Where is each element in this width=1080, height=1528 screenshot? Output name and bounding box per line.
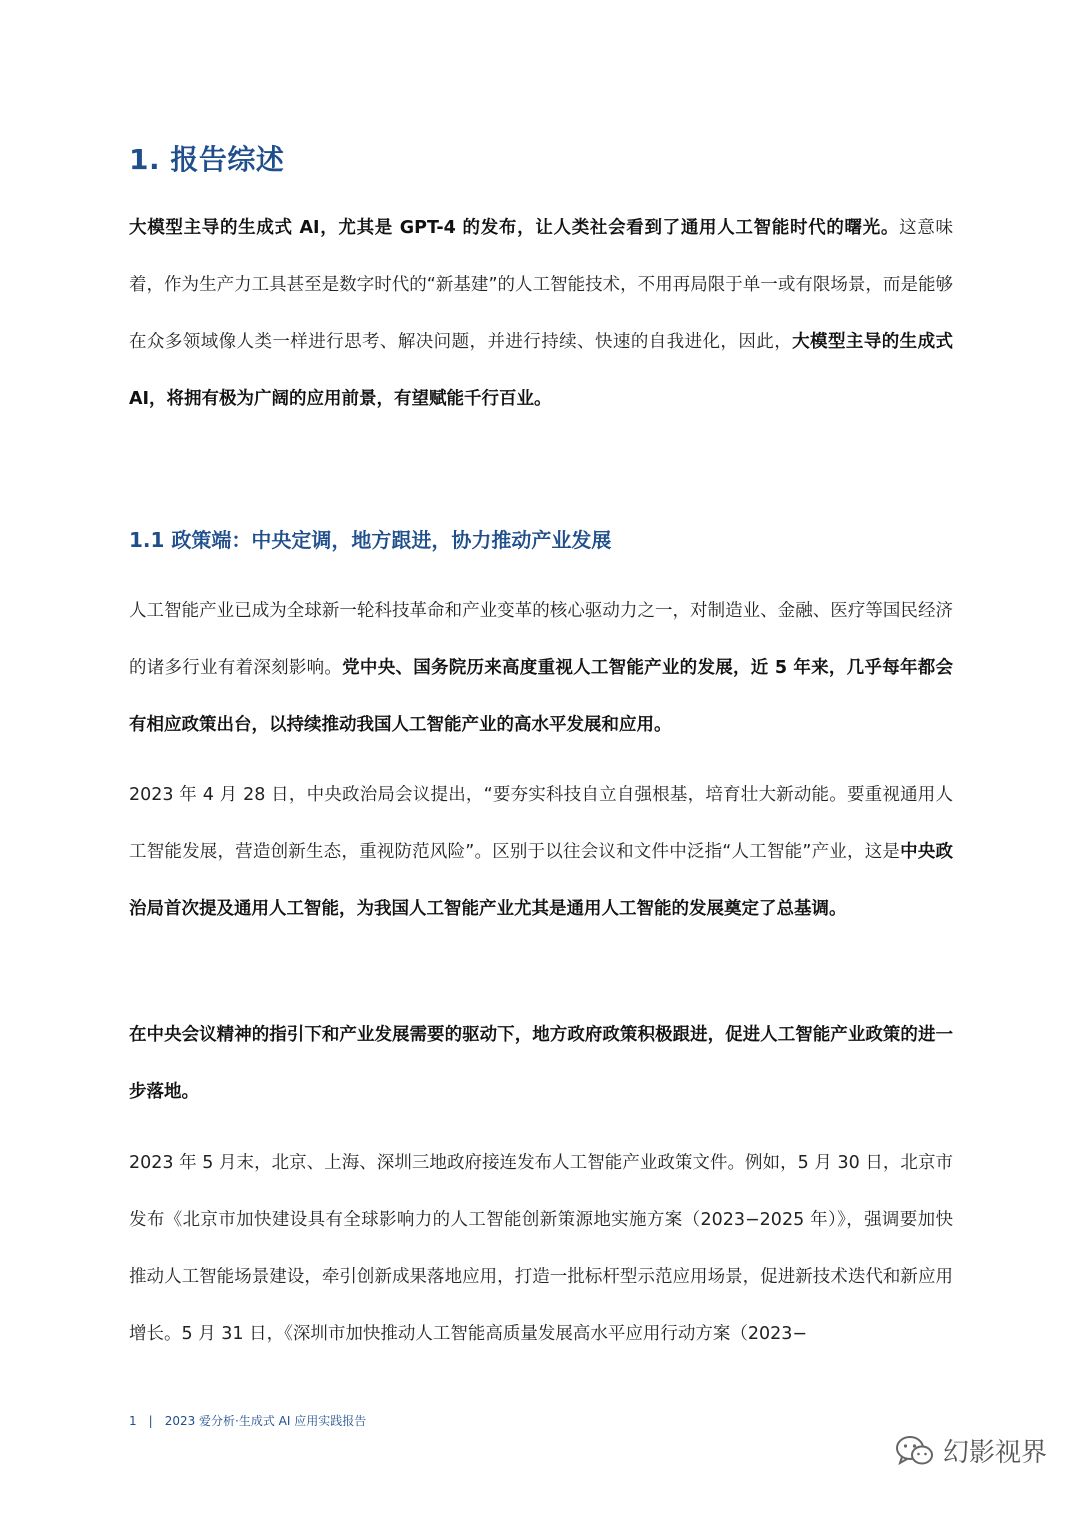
watermark — [895, 1432, 1047, 1469]
section-heading: 1.1 政策端：中央定调，地方跟进，协力推动产业发展 — [129, 528, 612, 552]
body-text: 人工智能产业已成为全球新一轮科技革命和产业变革的核心驱动力之一，对制造业、金融、医疗等国民经济的诸多行业有着深刻影响。 — [129, 601, 953, 678]
page-footer — [129, 1412, 366, 1429]
paragraph-local-policy — [129, 1007, 953, 1121]
footer-report-title: 2023 爱分析·生成式 AI 应用实践报告 — [164, 1414, 367, 1428]
body-text: 这意味着，作为生产力工具甚至是数字时代的“新基建”的人工智能技术，不用再局限于单一或有限场景，而是能够在众多领域像人类一样进行思考、解决问题，并进行持续、快速的自我进化，因此， — [129, 218, 954, 352]
footer-separator: | — [148, 1414, 153, 1428]
paragraph-city-policies — [129, 1135, 953, 1363]
watermark-text: 幻影视界 — [943, 1438, 1048, 1468]
bold-text: 党中央、国务院历来高度重视人工智能产业的发展，近 5 年来，几乎每年都会有相应政策出台，以持续推动我国人工智能产业的高水平发展和应用。 — [129, 658, 954, 735]
bold-text: 中央政治局首次提及通用人工智能，为我国人工智能产业尤其是通用人工智能的发展奠定了总基调。 — [129, 842, 954, 919]
bold-text: 大模型主导的生成式 AI，将拥有极为广阔的应用前景，有望赋能千行百业。 — [129, 332, 954, 409]
paragraph-industry — [129, 583, 953, 754]
bold-text: 在中央会议精神的指引下和产业发展需要的驱动下，地方政府政策积极跟进，促进人工智能产业政策的进一步落地。 — [129, 1025, 953, 1102]
bold-text: 大模型主导的生成式 AI，尤其是 GPT-4 的发布，让人类社会看到了通用人工智能时代的曙光。 — [129, 218, 900, 238]
page-number: 1 — [129, 1414, 137, 1428]
paragraph-overview — [129, 200, 953, 428]
body-text: 2023 年 5 月末，北京、上海、深圳三地政府接连发布人工智能产业政策文件。例如，5 月 30 日，北京市发布《北京市加快建设具有全球影响力的人工智能创新策源地实施方案（2023−2025 年）》，强调要加快推动人工智能场景建设，牵引创新成果落地应用，打造一批标杆型示范应用场景，促进新技术迭代和新应用增长。5 月 31 日，《深圳市加快推动人工智能高质量发展高水平应用行动方案（2023− — [129, 1153, 953, 1344]
body-text: 2023 年 4 月 28 日，中央政治局会议提出，“要夯实科技自立自强根基，培育壮大新动能。要重视通用人工智能发展，营造创新生态，重视防范风险”。区别于以往会议和文件中泛指“人工智能”产业，这是 — [129, 785, 953, 862]
wechat-icon — [895, 1434, 935, 1468]
page-title: 1. 报告综述 — [129, 143, 285, 176]
paragraph-politburo — [129, 767, 953, 938]
